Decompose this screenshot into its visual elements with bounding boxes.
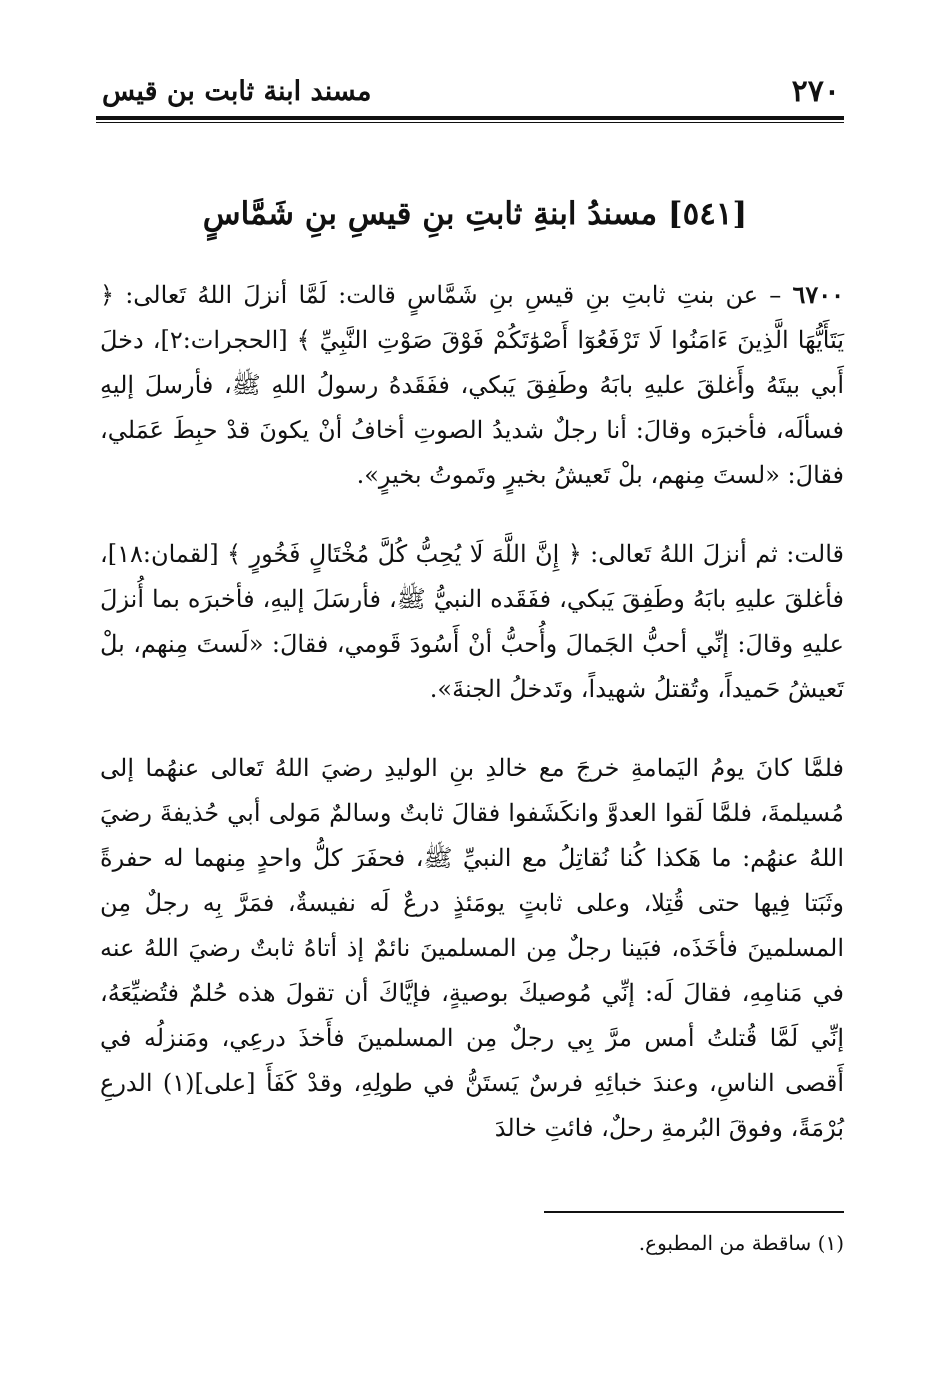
- body-text: [100, 272, 844, 1151]
- running-header: [96, 70, 844, 114]
- running-title: مسند ابنة ثابت بن قيس: [102, 76, 372, 107]
- paragraph-text: فلمَّا كانَ يومُ اليَمامةِ خرجَ مع خالدِ بنِ الوليدِ رضيَ اللهُ تَعالى عنهُما إلى مُسيلمةَ، فلمَّا لَقوا العدوَّ وانكَشَفوا فقالَ ثابتٌ وسالمٌ مَولى أبي حُذيفةَ رضيَ اللهُ عنهُم: ما هَكذا كُنا نُقاتِلُ مع النبيِّ ﷺ، فحفَرَ كلُّ واحدٍ مِنهما له حفرةً وثَبَتا فِيها حتى قُتِلا، وعلى ثابتٍ يومَئذٍ درعٌ لَه نفيسةٌ، فمَرَّ بِه رجلٌ مِن المسلمينَ فأخَذَه، فبَينا رجلٌ مِن المسلمينَ نائمٌ إذ أتاهُ ثابتٌ رضيَ اللهُ عنه في مَنامِهِ، فقالَ لَه: إنِّي مُوصيكَ بوصيةٍ، فإيَّاكَ أن تقولَ هذه حُلمٌ فتُضيِّعَهُ، إنِّي لَمَّا قُتلتُ أمس مرَّ بِي رجلٌ مِن المسلمينَ فأَخذَ درعِي، ومَنزلُه في أَقصى الناسِ، وعندَ خبائِهِ فرسٌ يَستَنُّ في طولِهِ، وقدْ كَفَأَ [على](١) الدرعِ بُرْمَةً، وفوقَ البُرمةِ رحلٌ، فائتِ خالدَ: [100, 754, 844, 1142]
- section-heading: [150, 196, 800, 252]
- paragraph: [100, 272, 844, 498]
- paragraph: [100, 746, 844, 1151]
- paragraph-text: – عن بنتِ ثابتِ بنِ قيسِ بنِ شَمَّاسٍ قالت: لَمَّا أنزلَ اللهُ تَعالى: ﴿ يَتَأَيُّهَا الَّذِينَ ءَامَنُوا لَا تَرْفَعُوٓا أَصْوَٰتَكُمْ فَوْقَ صَوْتِ النَّبِيِّ ﴾ [الحجرات:٢]، دخلَ أَبي بيتَهُ وأَغلقَ عليهِ بابَهُ وطَفِقَ يَبكي، ففَقَدهُ رسولُ اللهِ ﷺ، فأرسلَ إليهِ فسألَه، فأخبرَه وقالَ: أنا رجلٌ شديدُ الصوتِ أخافُ أنْ يكونَ قدْ حبِطَ عَمَلي، فقالَ: «لستَ مِنهم، بلْ تَعيشُ بخيرٍ وتَموتُ بخيرٍ».: [100, 281, 844, 489]
- section-title: مسندُ ابنةِ ثابتِ بنِ قيسِ بنِ شَمَّاسٍ: [202, 196, 658, 232]
- hadith-number: ٦٧٠٠: [792, 280, 844, 309]
- header-rule: [96, 116, 844, 120]
- header-rule-thin: [96, 122, 844, 123]
- page-number: ٢٧٠: [791, 74, 840, 109]
- section-number: [٥٤١]: [667, 196, 748, 232]
- paragraph-text: قالت: ثم أنزلَ اللهُ تَعالى: ﴿ إِنَّ اللَّهَ لَا يُحِبُّ كُلَّ مُخْتَالٍ فَخُورٍ ﴾ [لقمان:١٨]، فأغلقَ عليهِ بابَهُ وطَفِقَ يَبكي، ففَقَده النبيُّ ﷺ، فأرسَلَ إليهِ، فأخبرَه بما أُنزلَ عليهِ وقالَ: إنِّي أحبُّ الجَمالَ وأُحبُّ أنْ أَسُودَ قَومي، فقالَ: «لَستَ مِنهم، بلْ تَعيشُ حَميداً، وتُقتلُ شهيداً، وتَدخلُ الجنةَ».: [100, 540, 844, 703]
- footnote-rule: [544, 1211, 844, 1213]
- footnote: (١) ساقطة من المطبوع.: [638, 1231, 844, 1255]
- paragraph: [100, 532, 844, 712]
